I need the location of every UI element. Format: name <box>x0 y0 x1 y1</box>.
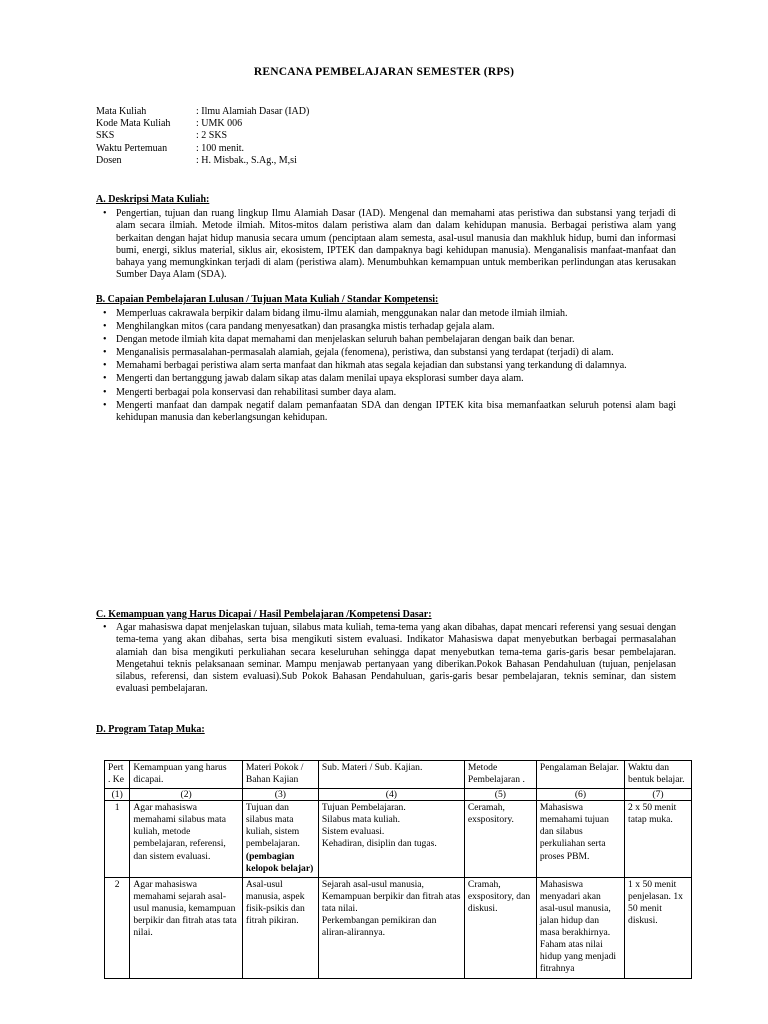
sub-materi-line: Sistem evaluasi. <box>321 826 385 838</box>
list-item: • Dengan metode ilmiah kita dapat memahami dan menjelaskan seluruh bahan pembelajaran dengan baik dan benar. <box>116 334 676 346</box>
list-item: • Pengertian, tujuan dan ruang lingkup Ilmu Alamiah Dasar (IAD). Mengenal dan memahami atas peristiwa dan substansi yang terjadi di alam secara ilmiah. Metode ilmiah. Mitos-mitos dalam peristiwa alam dan dalam kehidupan manusia. Berbagai peristiwa alam yang berkaitan dengan hajat hidup manusia secara umum (penciptaan alam semesta, asal-usul manusia dan makhluk hidup, bumi dan informasi bumi, energi, siklus material, siklus air, ekosistem, IPTEK dan dampaknya bagi kehidupan manusia). Menganalisis manfaat-manfaat dan bahaya yang memungkinkan terjadi di alam (peristiwa alam). Menumbuhkan kemampuan untuk memberikan perlindungan atas kerusakan Sumber Daya Alam (SDA). <box>116 208 676 282</box>
info-label: Dosen <box>96 154 122 166</box>
section-c-list <box>116 622 676 696</box>
info-row <box>96 118 309 130</box>
cell-pert: 1 <box>105 801 130 878</box>
info-row <box>96 155 309 167</box>
info-value: : Ilmu Alamiah Dasar (IAD) <box>196 106 310 117</box>
cell-pengalaman: Mahasiswa memahami tujuan dan silabus perkuliahan serta proses PBM. <box>536 801 624 878</box>
info-value: : UMK 006 <box>196 118 243 130</box>
cell-waktu: 1 x 50 menit penjelasan. 1x 50 menit diskusi. <box>625 877 692 978</box>
list-item: • Memahami berbagai peristiwa alam serta manfaat dan hikmah atas segala kejadian dan substansi yang terkandung di dalamnya. <box>116 360 676 372</box>
column-number: (4) <box>318 789 464 801</box>
table-number-row <box>105 789 692 801</box>
column-number: (3) <box>242 789 318 801</box>
column-number: (1) <box>105 789 130 801</box>
info-label: Waktu Pertemuan <box>96 142 168 154</box>
sub-materi-line: Silabus mata kuliah. <box>321 814 400 826</box>
sub-materi-line: Sejarah asal-usul manusia, Kemampuan berpikir dan fitrah atas tata nilai. <box>321 878 461 914</box>
info-value: : 100 menit. <box>196 142 245 154</box>
info-label: Mata Kuliah <box>96 106 147 117</box>
table-header-row <box>105 761 692 789</box>
section-a-list <box>116 208 676 282</box>
column-number: (6) <box>536 789 624 801</box>
materi-bold-text: (pembagian kelopok belajar) <box>245 850 314 874</box>
header-metode: Metode Pembelajaran . <box>464 761 536 789</box>
program-table <box>104 760 692 979</box>
info-row <box>96 130 309 142</box>
header-pengalaman: Pengalaman Belajar. <box>536 761 624 789</box>
cell-kemampuan: Agar mahasiswa memahami sejarah asal-usul manusia, kemampuan berpikir dan fitrah atas tata nilai. <box>130 877 243 978</box>
list-item: • Agar mahasiswa dapat menjelaskan tujuan, silabus mata kuliah, tema-tema yang akan dibahas, dapat mencari referensi yang sesuai dengan tema-tema yang akan dibahas, serta bisa mengikuti sistem evaluasi. Indikator Mahasiswa dapat menyebutkan berbagai permasalahan alamiah dan bisa mengikuti perkuliahan secara keseluruhan sehingga dapat menyebutkan tema-tema garis-garis besar pembelajaran. Mengetahui teknis pelaksanaan seminar. Mampu menjawab pertanyaan yang diberikan.Pokok Bahasan Pendahuluan (tujuan, penjelasan silabus, referensi, dan sistem evaluasi).Sub Pokok Bahasan Pendahuluan, garis-garis besar pembelajaran, teknis seminar, dan sistem evaluasi pembelajaran. <box>116 622 676 696</box>
document-title: RENCANA PEMBELAJARAN SEMESTER (RPS) <box>253 66 515 78</box>
table-row <box>105 877 692 978</box>
cell-materi <box>242 877 318 978</box>
list-item: • Mengerti manfaat dan dampak negatif dalam pemanfaatan SDA dan dengan IPTEK kita bisa memanfaatkan seluruh potensi alam bagi kehidupan manusia dan keberlangsungan kehidupan. <box>116 400 676 425</box>
cell-metode: Ceramah, exspository. <box>464 801 536 878</box>
table-row <box>105 801 692 878</box>
cell-sub-materi <box>318 877 464 978</box>
cell-waktu: 2 x 50 menit tatap muka. <box>625 801 692 878</box>
column-number: (2) <box>130 789 243 801</box>
list-item: • Mengerti dan bertanggung jawab dalam sikap atas dalam menilai upaya eksplorasi sumber daya alam. <box>116 373 676 385</box>
cell-pengalaman: Mahasiswa menyadari akan asal-usul manusia, jalan hidup dan masa berakhirnya. Faham atas nilai hidup yang menjadi fitrahnya <box>536 877 624 978</box>
section-a-heading: A. Deskripsi Mata Kuliah: <box>96 194 210 205</box>
info-value: : 2 SKS <box>196 130 228 142</box>
section-b-heading: B. Capaian Pembelajaran Lulusan / Tujuan Mata Kuliah / Standar Kompetensi: <box>96 294 439 305</box>
list-item: • Memperluas cakrawala berpikir dalam bidang ilmu-ilmu alamiah, menggunakan nalar dan metode ilmiah ilmiah. <box>116 308 676 320</box>
cell-sub-materi <box>318 801 464 878</box>
header-waktu: Waktu dan bentuk belajar. <box>625 761 692 789</box>
header-sub-materi: Sub. Materi / Sub. Kajian. <box>318 761 464 789</box>
section-c-heading: C. Kemampuan yang Harus Dicapai / Hasil Pembelajaran /Kompetensi Dasar: <box>96 609 432 620</box>
cell-materi <box>242 801 318 878</box>
sub-materi-line: Perkembangan pemikiran dan aliran-alirannya. <box>321 915 437 939</box>
column-number: (7) <box>625 789 692 801</box>
list-item: • Menganalisis permasalahan-permasalah alamiah, gejala (fenomena), peristiwa, dan substansi yang terdapat (terjadi) di alam. <box>116 347 676 359</box>
sub-materi-line: Kehadiran, disiplin dan tugas. <box>321 838 437 850</box>
info-row <box>96 106 309 118</box>
header-kemampuan: Kemampuan yang harus dicapai. <box>130 761 243 789</box>
header-materi: Materi Pokok / Bahan Kajian <box>242 761 318 789</box>
section-d-heading: D. Program Tatap Muka: <box>96 724 205 735</box>
materi-text: Tujuan dan silabus mata kuliah, sistem pembelajaran. <box>245 802 300 850</box>
info-label: Kode Mata Kuliah <box>96 118 171 130</box>
info-value: : H. Misbak., S.Ag., M,si <box>196 154 297 166</box>
materi-text: Asal-usul manusia, aspek fisik-psikis dan fitrah pikiran. <box>245 878 305 927</box>
list-item: • Menghilangkan mitos (cara pandang menyesatkan) dan prasangka mistis terhadap gejala alam. <box>116 321 676 333</box>
cell-kemampuan: Agar mahasiswa memahami silabus mata kuliah, metode pembelajaran, referensi, dan sistem evaluasi. <box>130 801 243 878</box>
cell-pert: 2 <box>105 877 130 978</box>
list-item: • Mengerti berbagai pola konservasi dan rehabilitasi sumber daya alam. <box>116 387 676 399</box>
cell-metode: Cramah, exspository, dan diskusi. <box>464 877 536 978</box>
sub-materi-line: Tujuan Pembelajaran. <box>321 802 406 814</box>
info-label: SKS <box>96 130 115 142</box>
column-number: (5) <box>464 789 536 801</box>
course-info <box>96 106 309 167</box>
header-pert: Pert . Ke <box>105 761 130 789</box>
info-row <box>96 143 309 155</box>
section-b-list <box>116 308 676 425</box>
